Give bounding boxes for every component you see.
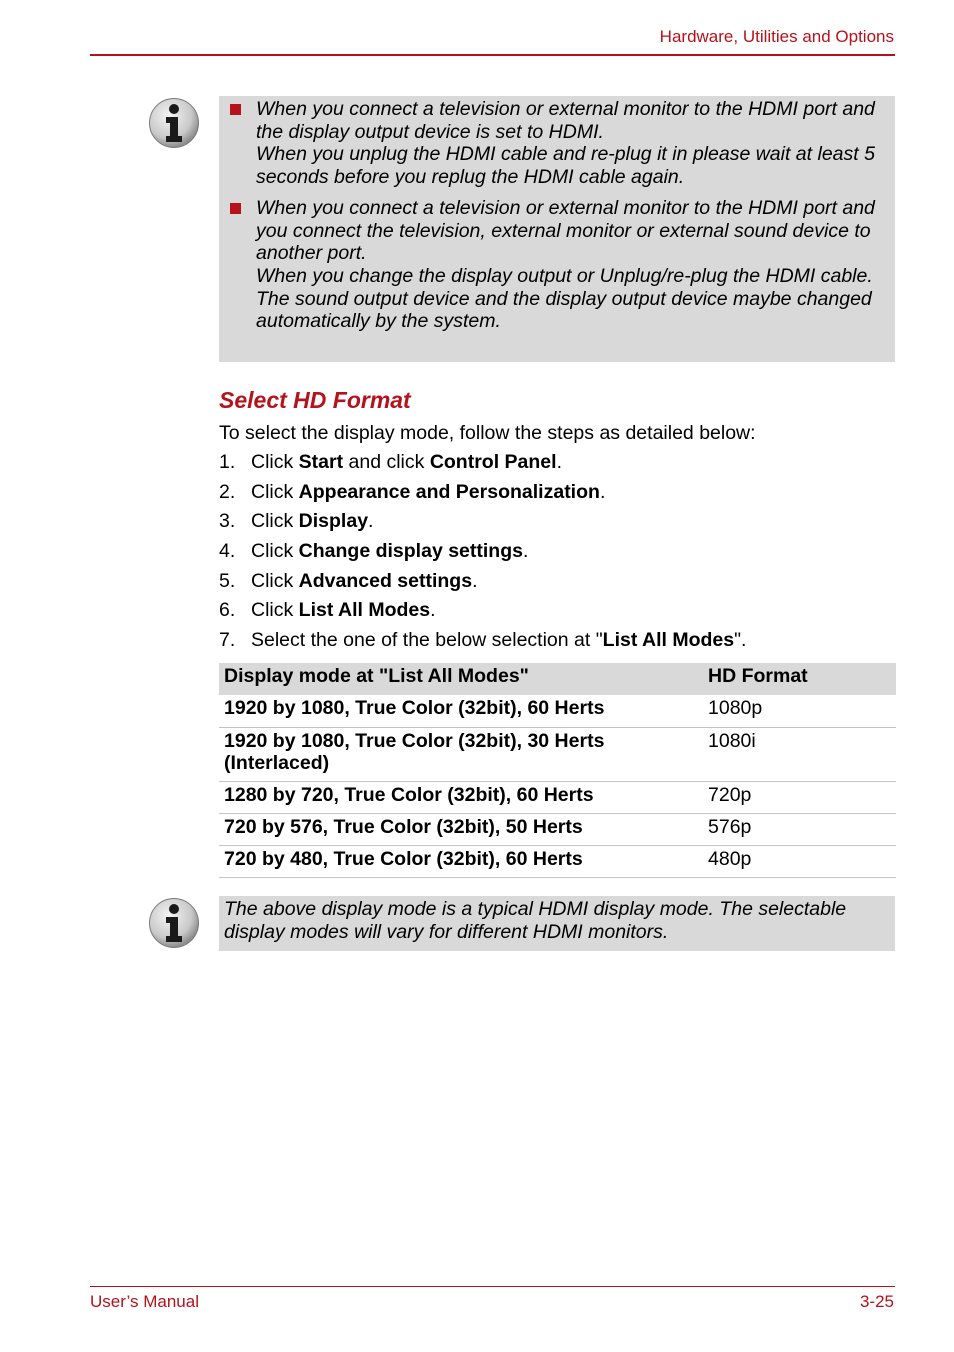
step-item: 2. Click Appearance and Personalization. [219, 480, 606, 503]
display-mode-cell: 1920 by 1080, True Color (32bit), 30 Herts (Interlaced) [219, 727, 703, 781]
table-row [219, 845, 896, 877]
note-text: When you connect a television or external monitor to the HDMI port and the display output device is set to HDMI. [256, 98, 875, 143]
step-item: 3. Click Display. [219, 510, 374, 533]
running-header: Hardware, Utilities and Options [659, 27, 894, 46]
section-title: Select HD Format [219, 387, 411, 413]
display-mode-table [219, 663, 896, 878]
steps-list [219, 450, 895, 658]
note-text: The sound output device and the display output device maybe changed automatically by the system. [256, 287, 872, 333]
display-mode-cell: 720 by 576, True Color (32bit), 50 Herts [219, 813, 703, 845]
note-box [219, 96, 895, 362]
header-rule [90, 54, 895, 56]
display-mode-cell: 720 by 480, True Color (32bit), 60 Herts [219, 845, 703, 877]
hd-format-cell: 1080i [703, 727, 896, 781]
note-text: When you connect a television or external monitor to the HDMI port and you connect the television, external monitor or external sound device to another port. [256, 196, 875, 265]
display-mode-cell: 1280 by 720, True Color (32bit), 60 Herts [219, 781, 703, 813]
note-text: When you change the display output or Unplug/re-plug the HDMI cable. [256, 264, 873, 287]
table-row [219, 813, 896, 845]
bullet-square-icon [230, 203, 241, 214]
table-header-row [219, 663, 896, 695]
column-header: Display mode at "List All Modes" [219, 663, 703, 695]
footer-title: User’s Manual [90, 1292, 199, 1311]
note-bullet [224, 197, 887, 333]
info-icon [148, 897, 200, 949]
note-text: When you unplug the HDMI cable and re-plug it in please wait at least 5 seconds before you replug the HDMI cable again. [256, 143, 875, 189]
table-row [219, 781, 896, 813]
hd-format-cell: 480p [703, 845, 896, 877]
display-mode-cell: 1920 by 1080, True Color (32bit), 60 Herts [219, 695, 703, 727]
page-number: 3-25 [859, 1292, 894, 1311]
bullet-square-icon [230, 104, 241, 115]
footer-rule [90, 1286, 895, 1287]
step-item: 7. Select the one of the below selection at "List All Modes". [219, 629, 747, 652]
hd-format-cell: 576p [703, 813, 896, 845]
column-header: HD Format [703, 663, 896, 695]
info-icon [148, 97, 200, 149]
step-item: 1. Click Start and click Control Panel. [219, 451, 562, 473]
table-row [219, 695, 896, 727]
note-bullet [224, 98, 887, 189]
step-item: 4. Click Change display settings. [219, 540, 529, 563]
hd-format-cell: 720p [703, 781, 896, 813]
step-item: 5. Click Advanced settings. [219, 569, 478, 592]
note-box: The above display mode is a typical HDMI display mode. The selectable display modes will vary for different HDMI monitors. [219, 896, 895, 951]
hd-format-cell: 1080p [703, 695, 896, 727]
step-item: 6. Click List All Modes. [219, 599, 436, 622]
table-row [219, 727, 896, 781]
intro-text: To select the display mode, follow the steps as detailed below: [219, 422, 756, 444]
